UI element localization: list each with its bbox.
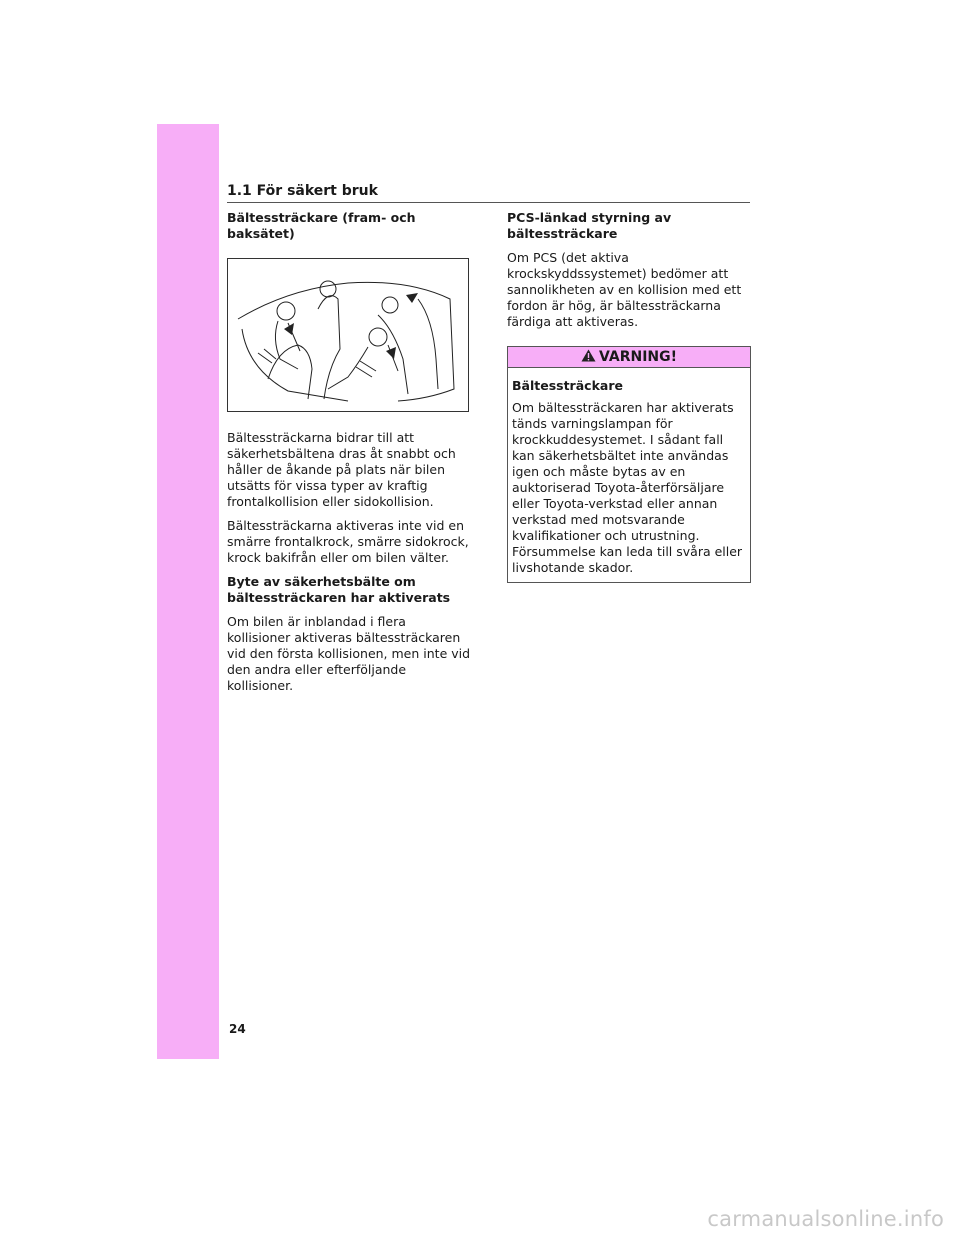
- left-paragraph-2: Bältessträckarna aktiveras inte vid en smärre frontalkrock, smärre sidokrock, krock bakifrån eller om bilen välter.: [227, 518, 469, 565]
- right-heading: PCS-länkad styrning av bältessträckare: [507, 210, 672, 241]
- section-header: [227, 180, 750, 203]
- left-paragraph-3: Om bilen är inblandad i flera kollisioner aktiveras bältessträckaren vid den första kollisionen, men inte vid den andra eller efterföljande kollisioner.: [227, 614, 471, 693]
- left-subheading: Byte av säkerhetsbälte om bältessträckaren har aktiverats: [227, 574, 451, 605]
- warning-triangle-icon: [581, 349, 596, 366]
- right-paragraph-1: Om PCS (det aktiva krockskyddssystemet) bedömer att sannolikheten av en kollision med ett fordon är hög, är bältessträckarna färdiga att aktiveras.: [507, 250, 742, 329]
- warning-box: [507, 346, 751, 583]
- left-heading: Bältessträckare (fram- och baksätet): [227, 210, 416, 241]
- right-column: [507, 210, 751, 583]
- page-number: 24: [229, 1022, 246, 1036]
- seatbelt-illustration: [227, 258, 469, 412]
- car-interior-drawing: [228, 259, 468, 411]
- warning-body: [508, 368, 750, 582]
- warning-text: Om bältessträckaren har aktiverats tänds varningslampan för krockkuddesystemet. I sådant fall kan säkerhetsbältet inte användas igen och måste bytas av en auktoriserad Toyota-återförsäljare eller Toyota-verkstad eller annan verkstad med motsvarande kvalifikationer och utrustning. Försummelse kan leda till svåra eller livshotande skador.: [512, 400, 743, 575]
- left-paragraph-1: Bältessträckarna bidrar till att säkerhetsbältena dras åt snabbt och håller de åkande på plats när bilen utsätts för vissa typer av kraftig frontalkollision eller sidokollision.: [227, 430, 456, 509]
- section-title: 1.1 För säkert bruk: [227, 183, 378, 199]
- chapter-tab: [157, 124, 219, 1059]
- left-column: [227, 210, 471, 702]
- warning-heading: Bältessträckare: [512, 378, 623, 393]
- warning-title: VARNING!: [598, 349, 678, 365]
- warning-header: [508, 347, 750, 368]
- watermark: carmanualsonline.info: [707, 1207, 944, 1231]
